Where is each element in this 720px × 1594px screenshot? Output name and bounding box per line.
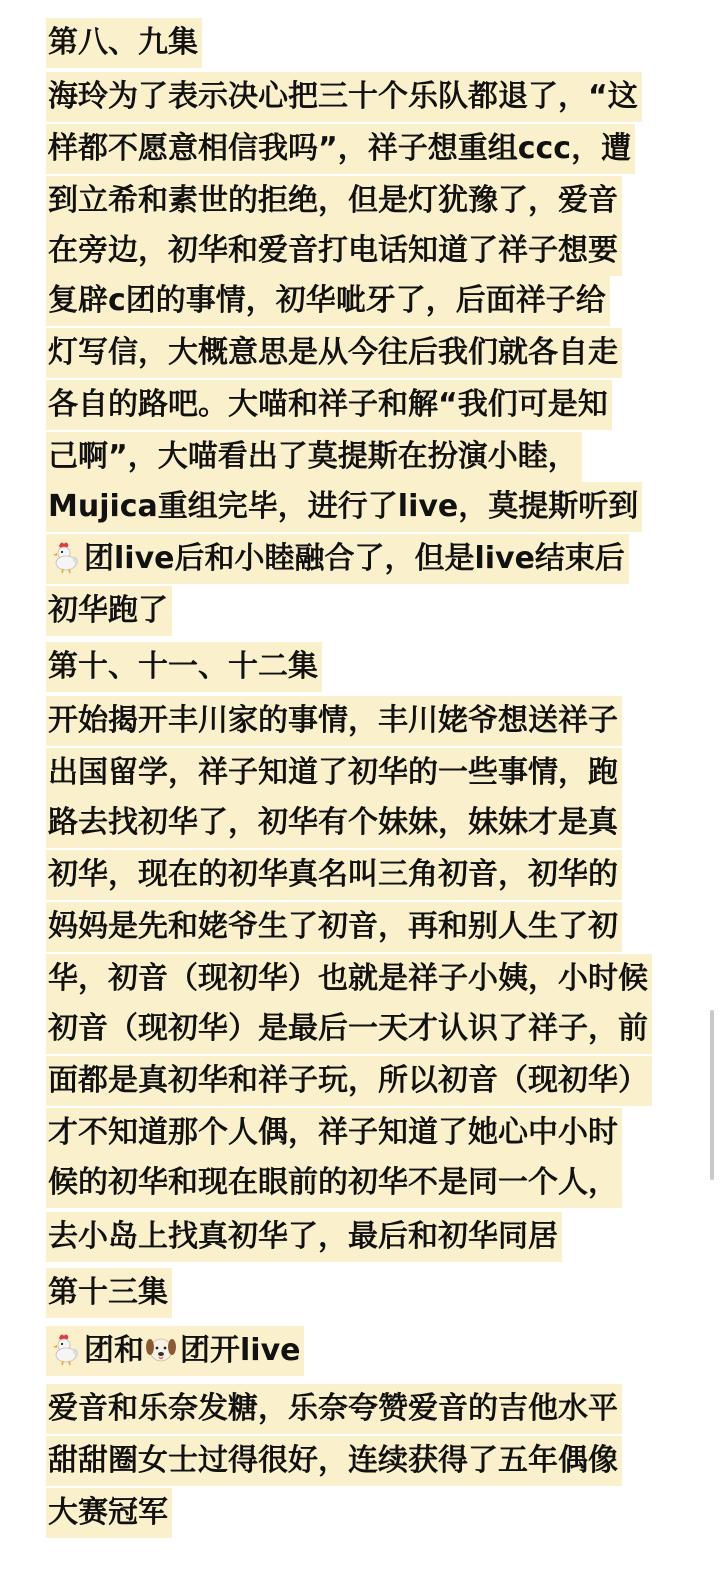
section-heading: 第十三集 bbox=[46, 1268, 172, 1318]
emoji-text-line: 团和 团开live bbox=[46, 1326, 304, 1376]
text-line: 候的初华和现在眼前的初华不是同一个人， bbox=[46, 1158, 622, 1208]
text-line: 灯写信，大概意思是从今往后我们就各自走 bbox=[46, 328, 622, 378]
text-line: 样都不愿意相信我吗”，祥子想重组ccc，遭 bbox=[46, 124, 635, 174]
text-line: 面都是真初华和祥子玩，所以初音（现初华） bbox=[46, 1056, 652, 1106]
text-line: 甜甜圈女士过得很好，连续获得了五年偶像 bbox=[46, 1436, 622, 1486]
scrollbar[interactable] bbox=[710, 1010, 714, 1180]
text-line: 大赛冠军 bbox=[46, 1488, 172, 1538]
text-line: 己啊”，大喵看出了莫提斯在扮演小睦， bbox=[46, 432, 582, 482]
text-line: 复辟c团的事情，初华呲牙了，后面祥子给 bbox=[46, 276, 610, 326]
text-line: 妈妈是先和姥爷生了初音，再和别人生了初 bbox=[46, 902, 622, 952]
text-line: 各自的路吧。大喵和祥子和解“我们可是知 bbox=[46, 380, 612, 430]
rooster-emoji-icon bbox=[48, 540, 82, 574]
text-line: 在旁边，初华和爱音打电话知道了祥子想要 bbox=[46, 226, 622, 276]
text-line: 路去找初华了，初华有个妹妹，妹妹才是真 bbox=[46, 798, 622, 848]
text-line: 出国留学，祥子知道了初华的一些事情，跑 bbox=[46, 748, 622, 798]
text-line: 到立希和素世的拒绝，但是灯犹豫了，爱音 bbox=[46, 176, 622, 226]
text-line: 开始揭开丰川家的事情，丰川姥爷想送祥子 bbox=[46, 696, 622, 746]
rooster-emoji-icon bbox=[48, 1332, 82, 1366]
text-line: 去小岛上找真初华了，最后和初华同居 bbox=[46, 1212, 562, 1262]
text-line: 团live后和小睦融合了，但是live结束后 bbox=[46, 534, 629, 584]
dog-face-emoji-icon bbox=[144, 1332, 178, 1366]
text-line: 华，初音（现初华）也就是祥子小姨，小时候 bbox=[46, 954, 652, 1004]
section-heading: 第八、九集 bbox=[46, 18, 202, 68]
text-line: 初华，现在的初华真名叫三角初音，初华的 bbox=[46, 850, 622, 900]
text-line: 爱音和乐奈发糖，乐奈夸赞爱音的吉他水平 bbox=[46, 1384, 622, 1434]
text-line: 初音（现初华）是最后一天才认识了祥子，前 bbox=[46, 1004, 652, 1054]
text-line: 才不知道那个人偶，祥子知道了她心中小时 bbox=[46, 1108, 622, 1158]
text-line: Mujica重组完毕，进行了live，莫提斯听到 bbox=[46, 482, 642, 532]
section-heading: 第十、十一、十二集 bbox=[46, 642, 322, 692]
text-line: 初华跑了 bbox=[46, 586, 172, 636]
text-line: 海玲为了表示决心把三十个乐队都退了，“这 bbox=[46, 72, 642, 122]
